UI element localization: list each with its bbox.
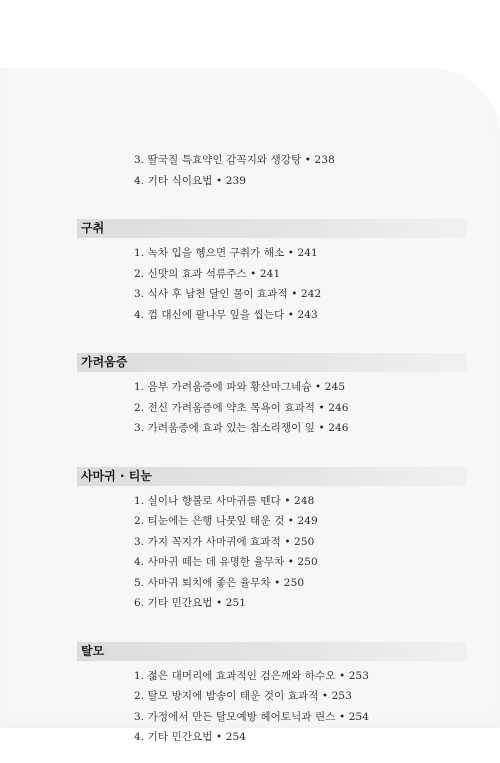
toc-entry: 3. 가정에서 만든 탈모예방 헤어토닉과 린스 • 254 — [134, 710, 370, 723]
toc-entry: 2. 전신 가려움증에 약초 목욕이 효과적 • 246 — [134, 401, 349, 414]
section-header: 탈모 — [77, 642, 467, 661]
section-header: 사마귀 · 티눈 — [77, 467, 467, 486]
toc-section-hair-loss — [77, 642, 467, 748]
table-of-contents — [77, 150, 467, 748]
toc-entry: 5. 사마귀 퇴치에 좋은 율무차 • 250 — [134, 576, 305, 589]
section-gap — [77, 325, 467, 347]
section-gap — [77, 191, 467, 213]
toc-entry: 3. 가려움증에 효과 있는 참소리쟁이 잎 • 246 — [134, 422, 349, 434]
toc-entry: 4. 사마귀 떼는 데 유명한 율무차 • 250 — [134, 556, 318, 568]
section-header: 구취 — [77, 219, 467, 238]
toc-entry: 2. 탈모 방지에 밤송이 태운 것이 효과적 • 253 — [134, 690, 352, 702]
toc-entry: 3. 가지 꼭지가 사마귀에 효과적 • 250 — [134, 535, 315, 548]
book-page — [0, 68, 500, 743]
toc-entry: 3. 딸국질 특효약인 감꼭지와 생강탕 • 238 — [134, 154, 335, 166]
toc-section — [77, 150, 467, 191]
toc-entry: 4. 기타 민간요법 • 254 — [134, 731, 247, 743]
toc-entry: 1. 녹차 입을 헹으면 구취가 해소 • 241 — [134, 247, 318, 259]
toc-entry: 2. 티눈에는 은행 나뭇잎 태운 것 • 249 — [134, 515, 318, 527]
toc-section-itching — [77, 353, 467, 439]
toc-entry: 4. 기타 식이요법 • 239 — [134, 174, 247, 187]
toc-entry: 4. 껌 대신에 팔나무 잎을 씹는다 • 243 — [134, 308, 318, 321]
toc-section-warts — [77, 467, 467, 614]
toc-section-bad-breath — [77, 219, 467, 325]
toc-entry: 2. 신맛의 효과 석류주스 • 241 — [134, 267, 281, 280]
toc-entry: 1. 실이나 향불로 사마귀를 뗀다 • 248 — [134, 494, 315, 507]
toc-entry: 6. 기타 민간요법 • 251 — [134, 597, 247, 609]
section-gap — [77, 439, 467, 461]
section-gap — [77, 614, 467, 636]
toc-entry: 1. 젊은 대머리에 효과적인 검은깨와 하수오 • 253 — [134, 669, 370, 682]
section-header: 가려움증 — [77, 353, 467, 372]
toc-entry: 1. 음부 가려움증에 파와 황산마그네슘 • 245 — [134, 381, 346, 393]
toc-entry: 3. 식사 후 남천 달인 물이 효과적 • 242 — [134, 288, 322, 300]
